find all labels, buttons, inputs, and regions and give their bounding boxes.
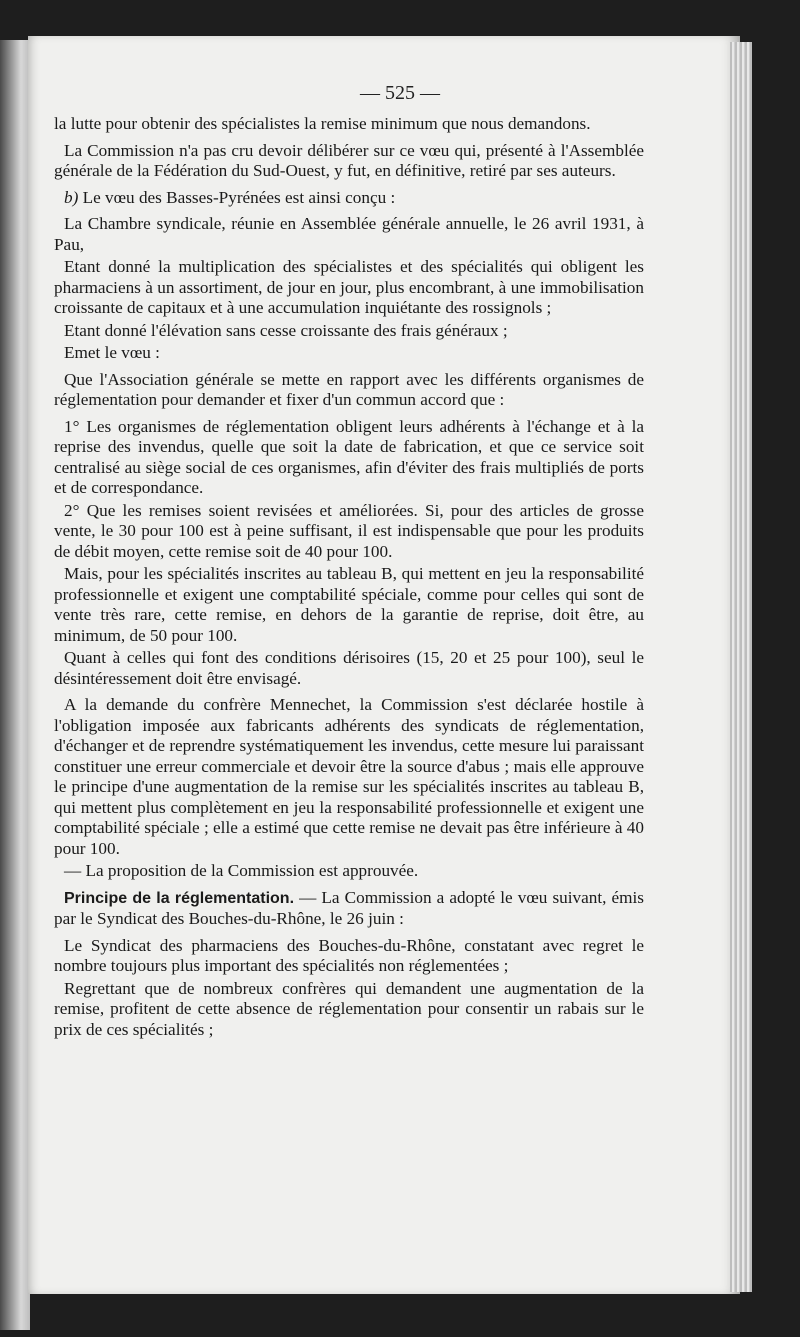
paragraph: Que l'Association générale se mette en rapport avec les différents organismes de réglementation pour demander et fixer d'un commun accord que : [54,369,644,409]
paragraph: 1° Les organismes de réglementation obligent leurs adhérents à l'échange et à la reprise des invendus, quelle que soit la date de fabrication, et que ce service soit centralisé au siège social de ces organismes, afin d'éviter des frais multipliés de ports et de correspondance. [54,416,644,497]
paragraph [54,888,644,930]
paragraph: Emet le vœu : [64,343,160,362]
section-heading: Principe de la réglementation. [64,889,295,907]
paragraph: Etant donné la multiplication des spécialistes et des spécialités qui obligent les pharmaciens à un assortiment, de jour en jour, plus encombrant, à une immobilisation croissante de capitaux et à une accumulation inquiétante des rossignols ; [54,257,644,317]
page-stack-edge [730,42,752,1292]
paragraph: Regrettant que de nombreux confrères qui demandent une augmentation de la remise, profitent de cette absence de réglementation pour consentir un rabais sur le prix de ces spécialités ; [54,978,644,1039]
paragraph: Quant à celles qui font des conditions dérisoires (15, 20 et 25 pour 100), seul le désintéressement doit être envisagé. [54,648,644,688]
page-number: — 525 — [360,82,440,104]
page-body [54,114,644,1042]
paragraph: La Commission n'a pas cru devoir délibérer sur ce vœu qui, présenté à l'Assemblée générale de la Fédération du Sud-Ouest, y fut, en définitive, retiré par ses auteurs. [54,140,644,180]
paragraph: 2° Que les remises soient revisées et améliorées. Si, pour des articles de grosse vente, le 30 pour 100 est à peine suffisant, il est indispensable que pour les produits de débit moyen, cette remise soit de 40 pour 100. [54,500,644,561]
paragraph [54,188,644,209]
paragraph: — La proposition de la Commission est approuvée. [64,861,419,880]
facing-page-edge [0,40,30,1330]
paragraph: La Chambre syndicale, réunie en Assemblée générale annuelle, le 26 avril 1931, à Pau, [54,214,644,254]
paragraph: la lutte pour obtenir des spécialistes la remise minimum que nous demandons. [54,114,591,133]
paragraph-text: Le vœu des Basses-Pyrénées est ainsi conçu : [78,187,396,207]
paragraph: Le Syndicat des pharmaciens des Bouches-du-Rhône, constatant avec regret le nombre toujours plus important des spécialités non réglementées ; [54,935,644,975]
list-label: b) [64,187,79,207]
paragraph-text: — La Commission a adopté le vœu suivant, émis par le Syndicat des Bouches-du-Rhône, le 26 juin : [54,887,644,928]
paragraph: Mais, pour les spécialités inscrites au tableau B, qui mettent en jeu la responsabilité professionnelle et exigent une comptabilité spéciale, comme pour celles qui sont de vente très rare, cette remise, en dehors de la garantie de reprise, doit être, au minimum, de 50 pour 100. [54,564,644,645]
paragraph: A la demande du confrère Mennechet, la Commission s'est déclarée hostile à l'obligation imposée aux fabricants adhérents des syndicats de réglementation, d'échanger et de reprendre systématiquement les invendus, cette mesure lui paraissant constituer une erreur commerciale et devoir être la source d'abus ; mais elle approuve le principe d'une augmentation de la remise sur les spécialités inscrites au tableau B, qui mettent plus complètement en jeu la responsabilité professionnelle et exigent une comptabilité spéciale ; elle a estimé que cette remise ne devait pas être inférieure à 40 pour 100. [54,695,644,858]
paragraph: Etant donné l'élévation sans cesse croissante des frais généraux ; [64,320,508,340]
